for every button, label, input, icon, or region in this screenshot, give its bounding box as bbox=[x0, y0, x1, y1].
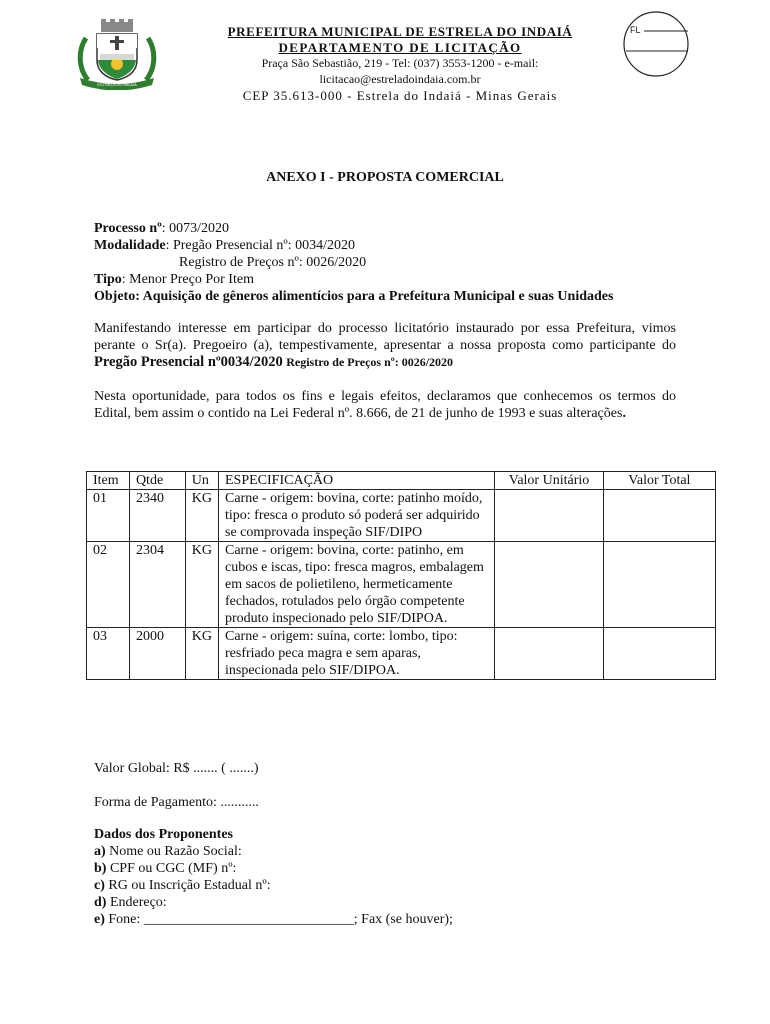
processo-value: : 0073/2020 bbox=[161, 221, 230, 236]
processo-line bbox=[94, 220, 694, 237]
municipal-crest-logo bbox=[74, 18, 160, 90]
cell-total-value bbox=[603, 628, 715, 680]
cell-spec: Carne - origem: bovina, corte: patinho moído, tipo: fresca o produto só poderá ser adquirido se comprovada inspeção SIF/DIPO bbox=[219, 490, 495, 542]
cell-spec: Carne - origem: suína, corte: lombo, tipo: resfriado peca magra e sem aparas, inspecionada pelo SIF/DIPOA. bbox=[219, 628, 495, 680]
registro-line: Registro de Preços nº: 0026/2020 bbox=[179, 255, 367, 270]
processo-label: Processo nº bbox=[94, 221, 162, 236]
header-departamento: DEPARTAMENTO DE LICITAÇÃO bbox=[278, 40, 522, 55]
forma-pagamento: Forma de Pagamento: ........... bbox=[94, 795, 259, 810]
proponent-field-a bbox=[94, 843, 694, 860]
header-email: licitacao@estreladoindaia.com.br bbox=[319, 72, 481, 86]
field-c-label: c) bbox=[94, 878, 105, 893]
field-a-label: a) bbox=[94, 844, 106, 859]
intro-pregao: Pregão Presencial nº0034/2020 bbox=[94, 354, 283, 370]
cell-total-value bbox=[603, 542, 715, 628]
tipo-line bbox=[94, 271, 694, 288]
cell-qtde: 2000 bbox=[129, 628, 185, 680]
cell-unit-value bbox=[495, 490, 603, 542]
cell-un: KG bbox=[185, 490, 218, 542]
col-un-header: Un bbox=[185, 472, 218, 490]
cell-qtde: 2340 bbox=[129, 490, 185, 542]
process-meta bbox=[94, 220, 694, 305]
cell-item: 03 bbox=[87, 628, 130, 680]
table-row bbox=[87, 490, 716, 542]
declaration-paragraph bbox=[94, 388, 676, 422]
proponent-data bbox=[94, 826, 694, 928]
objeto-line bbox=[94, 288, 694, 305]
folha-stamp bbox=[622, 10, 690, 78]
modalidade-value: : Pregão Presencial nº: 0034/2020 bbox=[165, 238, 355, 253]
table-header-row bbox=[87, 472, 716, 490]
intro-paragraph bbox=[94, 320, 676, 371]
svg-text:ESTRELA DO INDAIÁ: ESTRELA DO INDAIÁ bbox=[97, 82, 137, 87]
header-address: Praça São Sebastião, 219 - Tel: (037) 3553-1200 - e-mail: bbox=[261, 56, 539, 70]
intro-registro: Registro de Preços nº: 0026/2020 bbox=[286, 355, 454, 369]
field-d-text: Endereço: bbox=[106, 895, 167, 910]
table-row bbox=[87, 542, 716, 628]
cell-spec: Carne - origem: bovina, corte: patinho, em cubos e iscas, tipo: fresca magros, embalagem em sacos de polietileno, hermeticamente fechados, rotulados pelo órgão competente produto inspecionado pelo SIF/DIPOA. bbox=[219, 542, 495, 628]
items-table bbox=[86, 471, 716, 680]
modalidade-label: Modalidade bbox=[94, 238, 166, 253]
cell-total-value bbox=[603, 490, 715, 542]
table-row bbox=[87, 628, 716, 680]
objeto-label: Objeto: bbox=[94, 289, 140, 304]
field-e-label: e) bbox=[94, 912, 105, 927]
declaration-end: . bbox=[622, 406, 626, 421]
proponent-field-e bbox=[94, 911, 694, 928]
valor-global: Valor Global: R$ ....... ( .......) bbox=[94, 761, 259, 776]
cell-item: 02 bbox=[87, 542, 130, 628]
tipo-label: Tipo bbox=[94, 272, 122, 287]
header-prefeitura: PREFEITURA MUNICIPAL DE ESTRELA DO INDAIÁ bbox=[227, 24, 573, 39]
folha-stamp-label: FL bbox=[630, 25, 641, 35]
cell-un: KG bbox=[185, 542, 218, 628]
cell-un: KG bbox=[185, 628, 218, 680]
header-cep: CEP 35.613-000 - Estrela do Indaiá - Minas Gerais bbox=[242, 88, 558, 103]
proponent-field-d bbox=[94, 894, 694, 911]
intro-text: Manifestando interesse em participar do processo licitatório instaurado por essa Prefeitura, vimos perante o Sr(a). Pregoeiro (a), tempestivamente, apresentar a nossa proposta como participante do bbox=[94, 321, 676, 353]
proponent-field-b bbox=[94, 860, 694, 877]
proponent-field-c bbox=[94, 877, 694, 894]
field-a-text: Nome ou Razão Social: bbox=[105, 844, 242, 859]
cell-unit-value bbox=[495, 628, 603, 680]
tipo-value: : Menor Preço Por Item bbox=[121, 272, 254, 287]
col-qtde-header: Qtde bbox=[129, 472, 185, 490]
col-item-header: Item bbox=[87, 472, 130, 490]
proponent-heading: Dados dos Proponentes bbox=[94, 827, 233, 842]
header-block bbox=[190, 24, 610, 105]
field-e-text: Fone: ______________________________; Fax (se houver); bbox=[104, 912, 453, 927]
declaration-text: Nesta oportunidade, para todos os fins e legais efeitos, declaramos que conhecemos os termos do Edital, bem assim o contido na Lei Federal nº. 8.666, de 21 de junho de 1993 e suas alterações bbox=[94, 389, 676, 421]
objeto-value: Aquisição de gêneros alimentícios para a Prefeitura Municipal e suas Unidades bbox=[139, 289, 614, 304]
field-b-text: CPF ou CGC (MF) nº: bbox=[106, 861, 237, 876]
col-unit-value-header: Valor Unitário bbox=[495, 472, 603, 490]
field-d-label: d) bbox=[94, 895, 107, 910]
cell-unit-value bbox=[495, 542, 603, 628]
page-title: ANEXO I - PROPOSTA COMERCIAL bbox=[266, 170, 504, 185]
cell-item: 01 bbox=[87, 490, 130, 542]
col-total-value-header: Valor Total bbox=[603, 472, 715, 490]
modalidade-line bbox=[94, 237, 694, 254]
field-b-label: b) bbox=[94, 861, 107, 876]
col-spec-header: ESPECIFICAÇÃO bbox=[219, 472, 495, 490]
cell-qtde: 2304 bbox=[129, 542, 185, 628]
field-c-text: RG ou Inscrição Estadual nº: bbox=[104, 878, 271, 893]
